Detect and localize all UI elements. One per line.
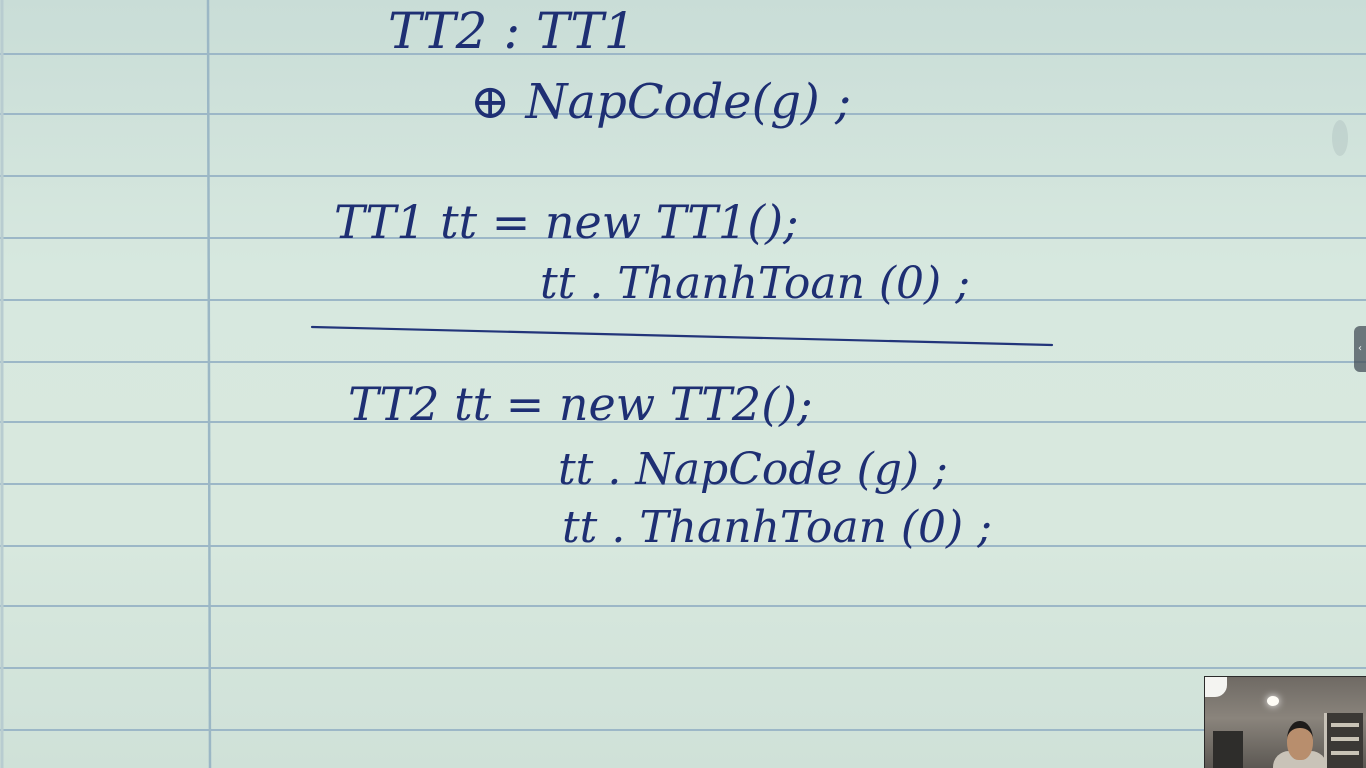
shelf-board <box>1331 723 1359 727</box>
side-panel-toggle-button[interactable] <box>1354 326 1366 372</box>
shelf-board <box>1331 737 1359 741</box>
method-declaration-line: ⊕ NapCode(g) ; <box>470 74 852 130</box>
presenter-avatar <box>1287 721 1313 760</box>
background-doorway <box>1213 731 1243 768</box>
block1-line2: tt . ThanhToan (0) ; <box>540 258 971 309</box>
class-declaration-line: TT2 : TT1 <box>388 2 636 60</box>
chevron-left-icon: ‹ <box>1358 343 1362 354</box>
separator-line <box>312 327 1052 345</box>
shelf-board <box>1331 751 1359 755</box>
block2-line3: tt . ThanhToan (0) ; <box>562 502 993 553</box>
ceiling-light <box>1267 696 1279 706</box>
webcam-overlay[interactable] <box>1204 676 1366 768</box>
block2-line2: tt . NapCode (g) ; <box>558 444 948 495</box>
block1-line1: TT1 tt = new TT1(); <box>334 195 799 249</box>
bookshelf <box>1324 713 1363 768</box>
ceiling-lamp <box>1205 677 1227 697</box>
block2-line1: TT2 tt = new TT2(); <box>348 377 813 431</box>
